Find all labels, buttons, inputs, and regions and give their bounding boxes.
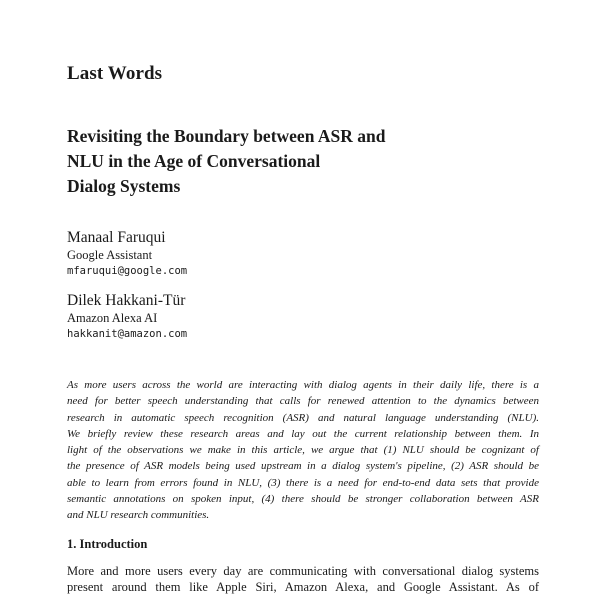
section-heading: 1. Introduction <box>67 537 148 551</box>
abstract-line: able to learn from errors found in NLU, (3) there is a need for end-to-end data sets that provide <box>67 476 539 489</box>
body-line: More and more users every day are communicating with conversational dialog systems <box>67 564 539 578</box>
abstract-line: light of the observations we make in this article, we argue that (1) NLU should be cognizant of <box>67 444 539 457</box>
abstract-line: and NLU research communities. <box>67 509 210 522</box>
section-label: Last Words <box>67 63 163 84</box>
abstract <box>67 377 539 524</box>
author-affiliation: Google Assistant <box>67 248 153 262</box>
title-line: Revisiting the Boundary between ASR and <box>67 126 386 146</box>
title-line: Dialog Systems <box>67 176 181 196</box>
author-email: mfaruqui@google.com <box>67 265 188 277</box>
abstract-line: We briefly review these research areas and lay out the current relationship between them. In <box>67 427 539 440</box>
abstract-line: semantic annotations on spoken input, (4) there should be stronger collaboration between ASR <box>67 493 539 506</box>
paper-title <box>67 124 507 199</box>
abstract-line: As more users across the world are interacting with dialog agents in their daily life, there is a <box>67 379 539 391</box>
abstract-line: the presence of ASR models being used upstream in a dialog system's pipeline, (2) ASR should be <box>67 460 539 473</box>
body-paragraph <box>67 563 539 595</box>
author-affiliation: Amazon Alexa AI <box>67 311 158 325</box>
title-line: NLU in the Age of Conversational <box>67 151 321 171</box>
abstract-line: research in automatic speech recognition (ASR) and natural language understanding (NLU). <box>67 411 539 424</box>
author-block <box>67 292 187 342</box>
body-line: present around them like Apple Siri, Amazon Alexa, and Google Assistant. As of <box>67 580 539 594</box>
author-name: Dilek Hakkani-Tür <box>67 292 186 309</box>
abstract-line: need for better speech understanding that calls for renewed attention to the dynamics between <box>67 395 539 408</box>
author-block <box>67 229 187 279</box>
author-email: hakkanit@amazon.com <box>67 328 188 340</box>
author-name: Manaal Faruqui <box>67 229 166 246</box>
